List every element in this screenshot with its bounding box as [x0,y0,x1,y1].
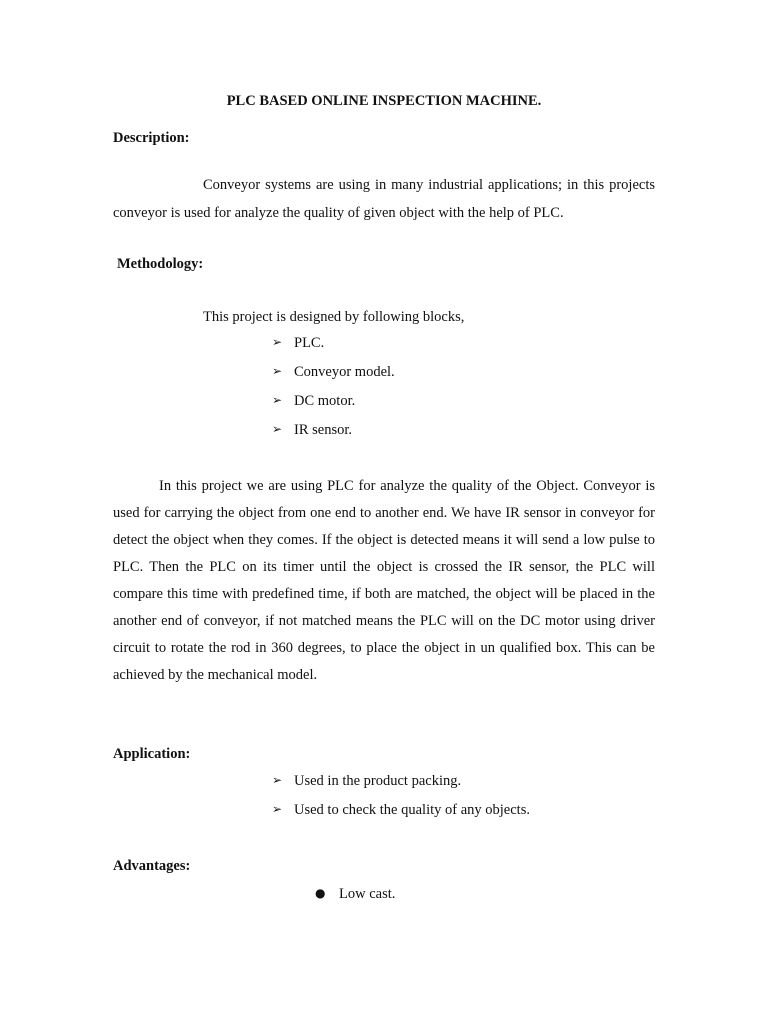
arrow-bullet-icon: ➢ [272,773,283,787]
list-item [272,802,530,819]
arrow-bullet-icon: ➢ [272,802,283,816]
application-item: Used in the product packing. [294,773,462,789]
list-item [272,393,355,410]
application-item: Used to check the quality of any objects. [294,802,530,818]
arrow-bullet-icon: ➢ [272,364,283,378]
list-item [272,773,461,790]
block-label: PLC. [294,335,325,351]
advantage-item: Low cast. [339,886,396,902]
block-label: Conveyor model. [294,364,395,380]
arrow-bullet-icon: ➢ [272,335,283,349]
application-heading: Application: [113,746,191,762]
block-label: DC motor. [294,393,356,409]
dot-bullet-icon: ● [315,886,326,900]
description-paragraph: Conveyor systems are using in many industrial applications; in this projects conveyor is used for analyze the quality of given object with the help of PLC. [113,177,655,221]
document-title: PLC BASED ONLINE INSPECTION MACHINE. [226,93,542,109]
methodology-heading: Methodology: [117,256,204,272]
list-item [315,886,395,903]
list-item [272,335,324,352]
advantages-heading: Advantages: [113,858,191,874]
methodology-paragraph: In this project we are using PLC for analyze the quality of the Object. Conveyor is used for carrying the object from one end to another end. We have IR sensor in conveyor for detect the object when they comes. If the object is detected means it will send a low pulse to PLC. Then the PLC on its timer until the object is crossed the IR sensor, the PLC will compare this time with predefined time, if both are matched, the object will be placed in the another end of conveyor, if not matched means the PLC will on the DC motor using driver circuit to rotate the rod in 360 degrees, to place the object in un qualified box. This can be achieved by the mechanical model. [113,478,655,683]
methodology-intro: This project is designed by following blocks, [203,309,465,325]
arrow-bullet-icon: ➢ [272,393,283,407]
description-heading: Description: [113,130,190,146]
list-item [272,422,352,439]
block-label: IR sensor. [294,422,352,438]
list-item [272,364,395,381]
arrow-bullet-icon: ➢ [272,422,283,436]
